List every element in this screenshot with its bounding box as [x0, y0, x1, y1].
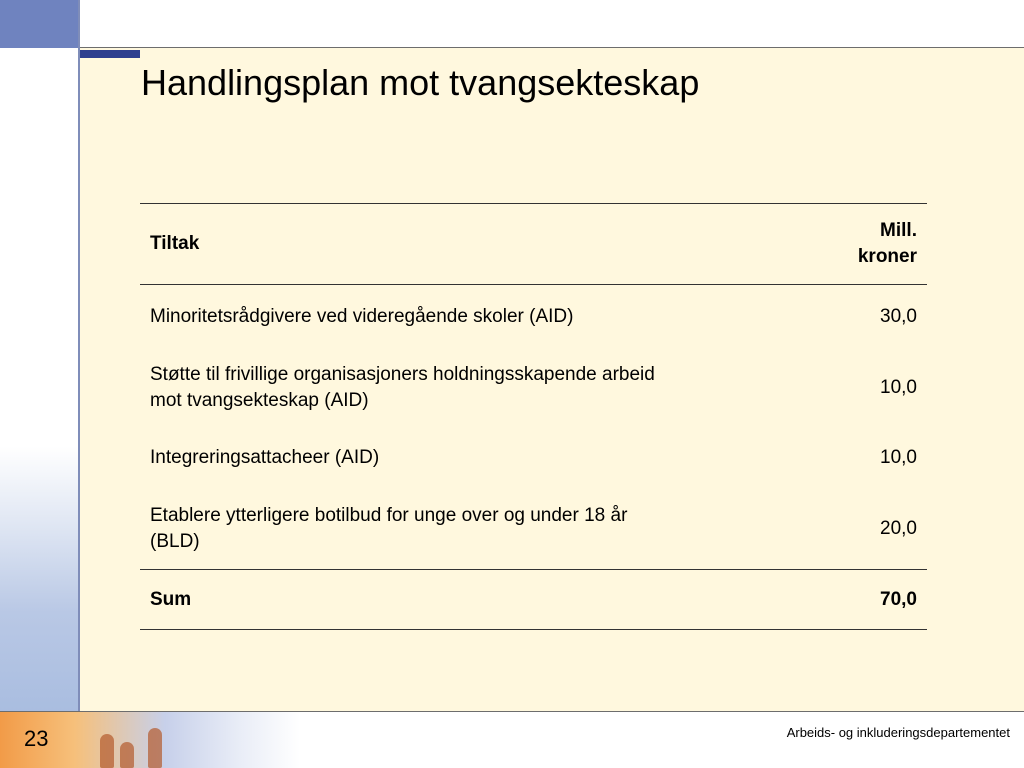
- footer: [0, 712, 1024, 768]
- row-tiltak-line1: Støtte til frivillige organisasjoners holdningsskapende arbeid: [150, 364, 655, 385]
- table-row: [140, 489, 927, 570]
- table-row: [140, 349, 927, 427]
- table-row: [140, 285, 927, 350]
- person-silhouette-icon: [100, 734, 114, 768]
- page-number: 23: [24, 726, 49, 751]
- row-tiltak: [140, 349, 824, 427]
- row-tiltak-line1: Etablere ytterligere botilbud for unge over og under 18 år: [150, 505, 628, 526]
- header-mill: Mill.: [880, 220, 917, 241]
- header-kroner: kroner: [857, 246, 917, 267]
- left-decorative-column: [0, 48, 78, 712]
- person-silhouette-icon: [120, 742, 134, 768]
- table-sum-row: [140, 570, 927, 630]
- row-tiltak: Minoritetsrådgivere ved videregående skoler (AID): [150, 306, 574, 327]
- budget-table: [140, 203, 927, 630]
- slide-title: Handlingsplan mot tvangsekteskap: [141, 62, 700, 103]
- row-value: 10,0: [880, 447, 917, 468]
- table-row: [140, 427, 927, 489]
- row-value: 20,0: [880, 518, 917, 539]
- header-mill-kroner: [824, 204, 927, 285]
- row-tiltak: Integreringsattacheer (AID): [150, 447, 380, 468]
- row-value: 10,0: [880, 377, 917, 398]
- person-silhouette-icon: [148, 728, 162, 768]
- title-accent-bar: [80, 50, 140, 58]
- sum-value: 70,0: [824, 570, 927, 630]
- top-left-square: [0, 0, 78, 48]
- top-band: [0, 0, 1024, 48]
- sum-label: Sum: [140, 570, 824, 630]
- footer-department: Arbeids- og inkluderingsdepartementet: [786, 725, 1010, 740]
- header-tiltak: Tiltak: [140, 204, 824, 285]
- table-header-row: [140, 204, 927, 285]
- row-tiltak-line2: mot tvangsekteskap (AID): [150, 390, 369, 411]
- row-tiltak-line2: (BLD): [150, 531, 200, 552]
- row-tiltak: [140, 489, 824, 570]
- row-value: 30,0: [880, 306, 917, 327]
